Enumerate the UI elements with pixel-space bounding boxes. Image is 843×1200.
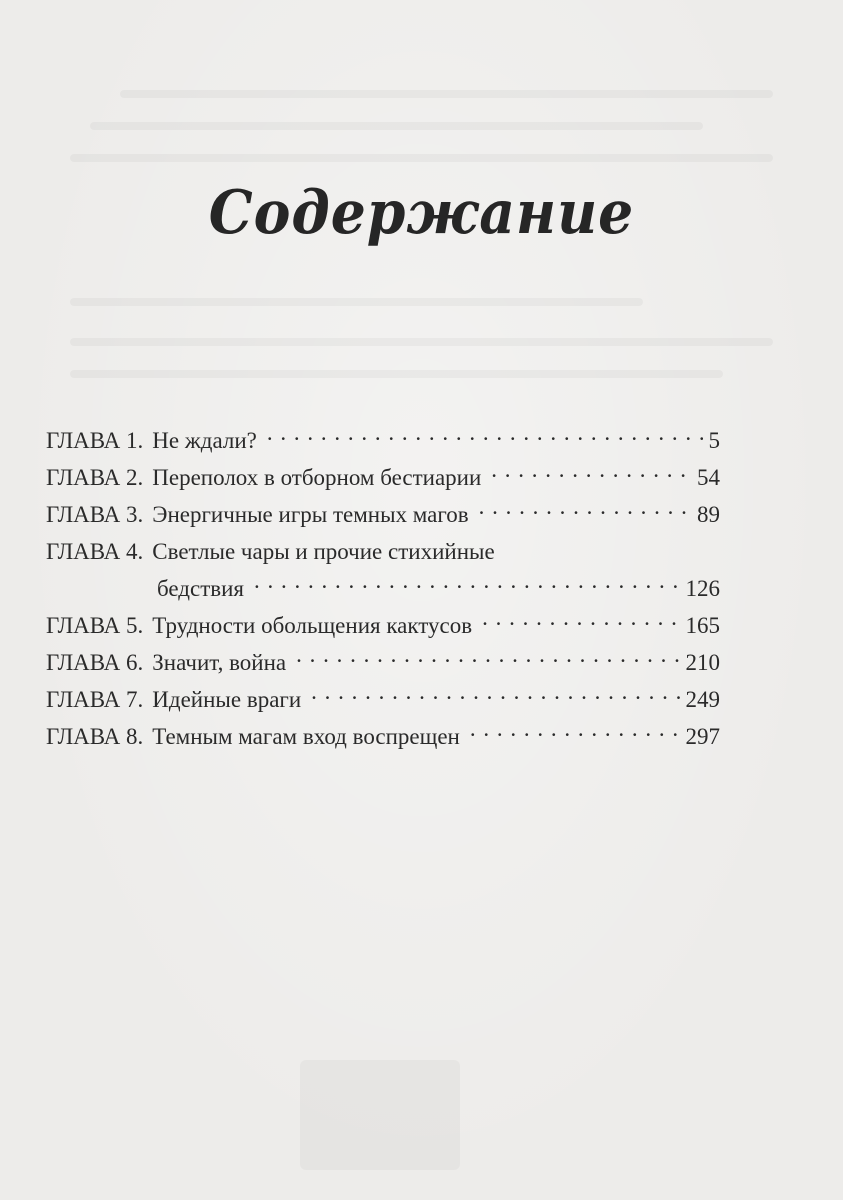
bleed-through-line bbox=[70, 370, 723, 378]
toc-entry bbox=[46, 533, 720, 570]
chapter-title: Переполох в отборном бестиарии bbox=[152, 465, 482, 490]
page-number: 165 bbox=[685, 613, 720, 638]
toc-entry bbox=[46, 644, 720, 681]
dot-leader bbox=[254, 573, 679, 596]
toc-entry bbox=[46, 681, 720, 718]
chapter-title: Не ждали? bbox=[152, 428, 257, 453]
page-number: 249 bbox=[685, 687, 720, 712]
chapter-title: Энергичные игры темных магов bbox=[152, 502, 469, 527]
page-number: 297 bbox=[685, 724, 720, 749]
toc-entry bbox=[46, 459, 720, 496]
toc-entry bbox=[46, 607, 720, 644]
page-number: 5 bbox=[708, 428, 720, 453]
dot-leader bbox=[267, 425, 703, 448]
toc-entry bbox=[46, 496, 720, 533]
chapter-title-continuation: бедствия bbox=[157, 576, 245, 601]
chapter-label: ГЛАВА 7. bbox=[46, 687, 144, 712]
bleed-through-line bbox=[70, 338, 773, 346]
bleed-through-line bbox=[120, 90, 773, 98]
chapter-title: Темным магам вход воспрещен bbox=[152, 724, 460, 749]
dot-leader bbox=[482, 610, 679, 633]
dot-leader bbox=[470, 721, 680, 744]
chapter-title: Трудности обольщения кактусов bbox=[152, 613, 473, 638]
chapter-title: Значит, война bbox=[152, 650, 287, 675]
page-number: 126 bbox=[685, 576, 720, 601]
bleed-through-stamp bbox=[300, 1060, 460, 1170]
page-number: 89 bbox=[697, 502, 720, 527]
chapter-label: ГЛАВА 3. bbox=[46, 502, 144, 527]
page-number: 210 bbox=[685, 650, 720, 675]
chapter-label: ГЛАВА 8. bbox=[46, 724, 144, 749]
table-of-contents bbox=[46, 422, 720, 755]
bleed-through-line bbox=[70, 298, 643, 306]
page-number: 54 bbox=[697, 465, 720, 490]
dot-leader bbox=[491, 462, 691, 485]
chapter-label: ГЛАВА 1. bbox=[46, 428, 144, 453]
bleed-through-line bbox=[90, 122, 703, 130]
chapter-title: Светлые чары и прочие стихийные bbox=[152, 539, 495, 564]
dot-leader bbox=[479, 499, 691, 522]
chapter-label: ГЛАВА 6. bbox=[46, 650, 144, 675]
toc-entry-continuation bbox=[46, 570, 720, 607]
chapter-label: ГЛАВА 4. bbox=[46, 539, 144, 564]
toc-entry bbox=[46, 422, 720, 459]
toc-entry bbox=[46, 718, 720, 755]
page-title: Содержание bbox=[208, 178, 635, 248]
chapter-label: ГЛАВА 5. bbox=[46, 613, 144, 638]
dot-leader bbox=[296, 647, 679, 670]
chapter-title: Идейные враги bbox=[152, 687, 302, 712]
bleed-through-line bbox=[70, 154, 773, 162]
dot-leader bbox=[311, 684, 679, 707]
chapter-label: ГЛАВА 2. bbox=[46, 465, 144, 490]
